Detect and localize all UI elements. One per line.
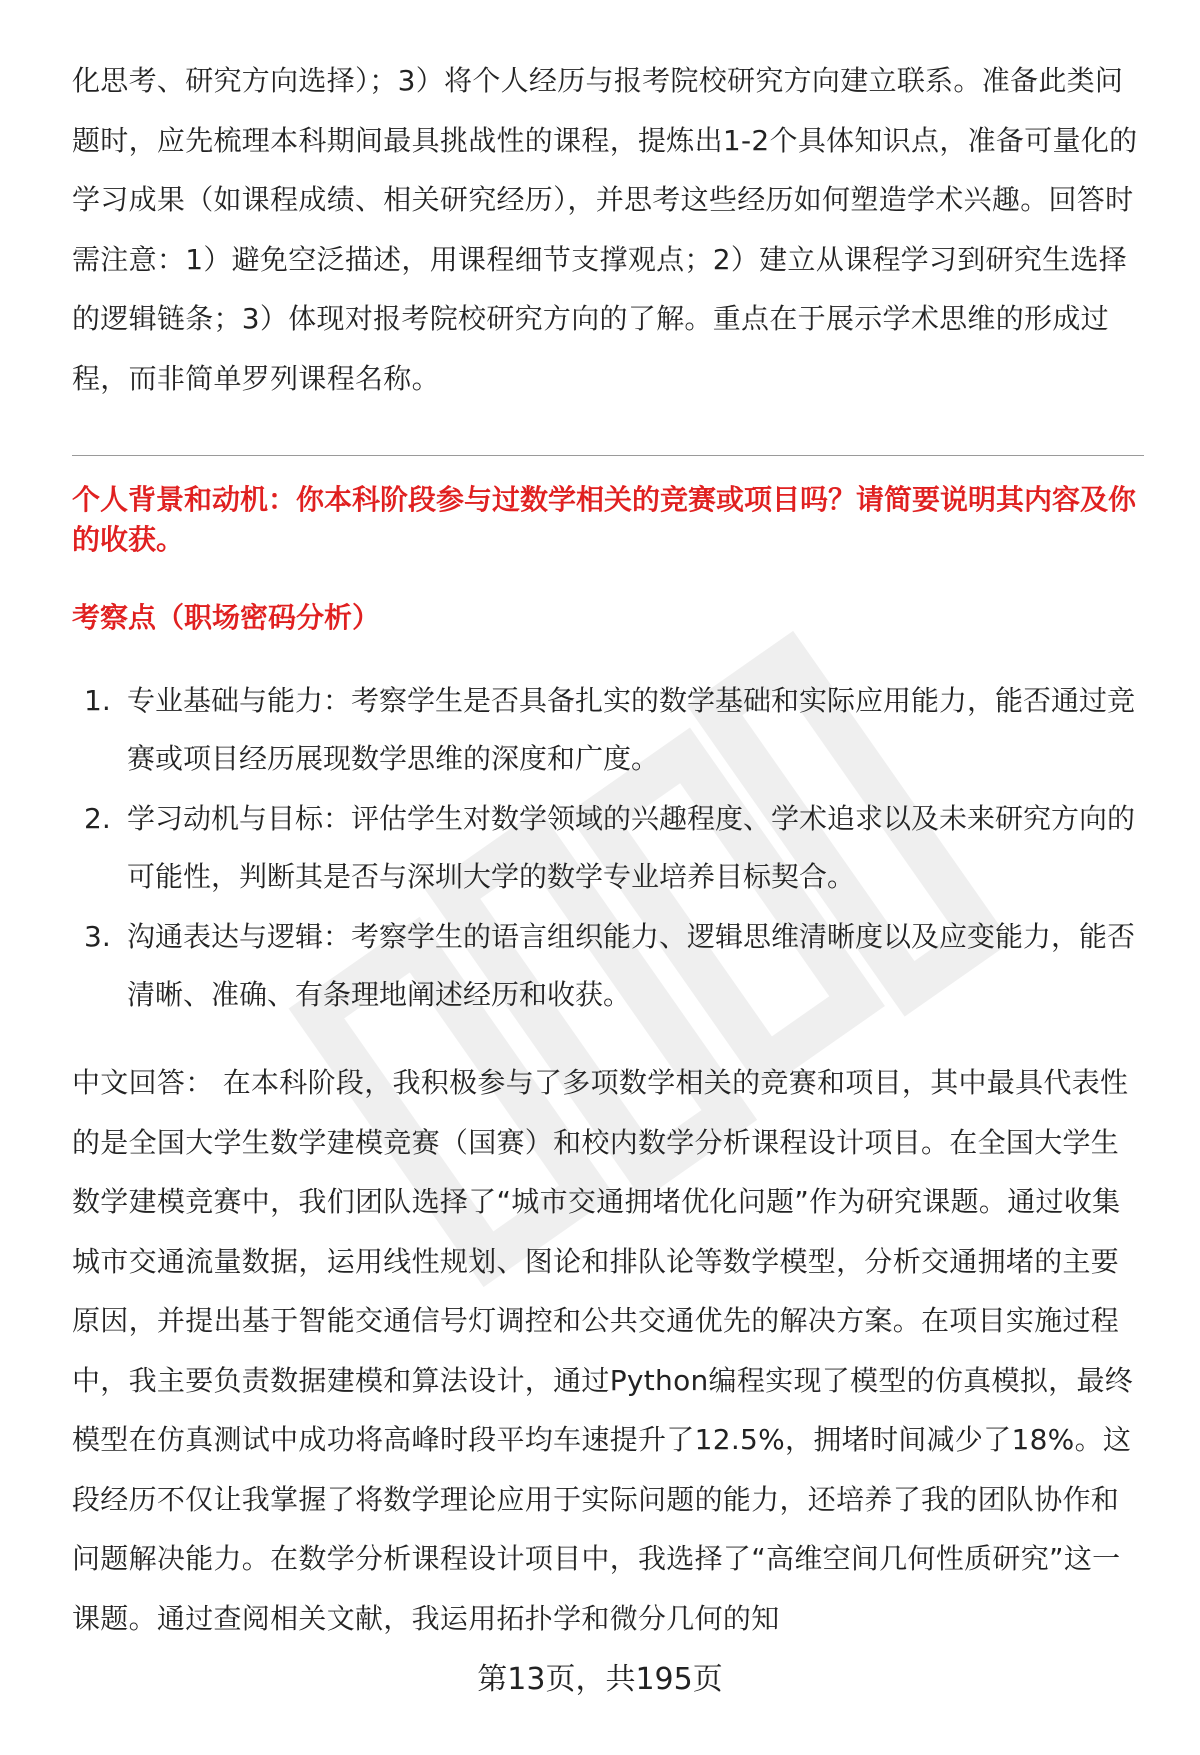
section-divider — [72, 455, 1144, 456]
analysis-subheading: 考察点（职场密码分析） — [72, 601, 381, 634]
list-item-number: 3. — [84, 920, 111, 953]
list-item-text: 专业基础与能力：考察学生是否具备扎实的数学基础和实际应用能力，能否通过竞赛或项目经历展现数学思维的深度和广度。 — [127, 684, 1136, 775]
list-item — [72, 672, 1146, 788]
page-number-footer: 第13页，共195页 — [477, 1662, 723, 1697]
list-item-number: 2. — [84, 802, 111, 835]
list-item-number: 1. — [84, 684, 111, 717]
list-item-text: 学习动机与目标：评估学生对数学领域的兴趣程度、学术追求以及未来研究方向的可能性，判断其是否与深圳大学的数学专业培养目标契合。 — [127, 802, 1136, 893]
list-item — [72, 908, 1146, 1024]
question-heading: 个人背景和动机：你本科阶段参与过数学相关的竞赛或项目吗？请简要说明其内容及你的收获。 — [72, 483, 1137, 556]
list-item-text: 沟通表达与逻辑：考察学生的语言组织能力、逻辑思维清晰度以及应变能力，能否清晰、准确、有条理地阐述经历和收获。 — [127, 920, 1136, 1011]
continuation-paragraph: 化思考、研究方向选择）；3）将个人经历与报考院校研究方向建立联系。准备此类问题时，应先梳理本科期间最具挑战性的课程，提炼出1-2个具体知识点，准备可量化的学习成果（如课程成绩、相关研究经历），并思考这些经历如何塑造学术兴趣。回答时需注意：1）避免空泛描述，用课程细节支撑观点；2）建立从课程学习到研究生选择的逻辑链条；3）体现对报考院校研究方向的了解。重点在于展示学术思维的形成过程，而非简单罗列课程名称。 — [72, 64, 1138, 395]
answer-paragraph: 中文回答： 在本科阶段，我积极参与了多项数学相关的竞赛和项目，其中最具代表性的是全国大学生数学建模竞赛（国赛）和校内数学分析课程设计项目。在全国大学生数学建模竞赛中，我们团队选择了“城市交通拥堵优化问题”作为研究课题。通过收集城市交通流量数据，运用线性规划、图论和排队论等数学模型，分析交通拥堵的主要原因，并提出基于智能交通信号灯调控和公共交通优先的解决方案。在项目实施过程中，我主要负责数据建模和算法设计，通过Python编程实现了模型的仿真模拟，最终模型在仿真测试中成功将高峰时段平均车速提升了12.5%，拥堵时间减少了18%。这段经历不仅让我掌握了将数学理论应用于实际问题的能力，还培养了我的团队协作和问题解决能力。在数学分析课程设计项目中，我选择了“高维空间几何性质研究”这一课题。通过查阅相关文献，我运用拓扑学和微分几何的知 — [72, 1066, 1134, 1635]
analysis-points-list — [72, 672, 1146, 1026]
list-item — [72, 790, 1146, 906]
